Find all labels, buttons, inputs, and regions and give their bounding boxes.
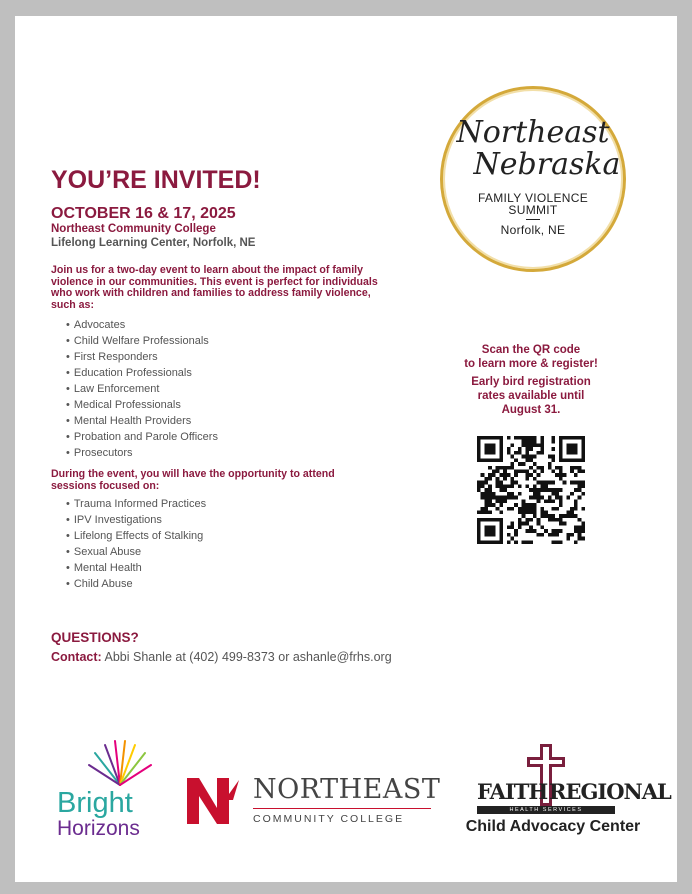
qr-code[interactable] [477, 436, 585, 544]
venue-location: Lifelong Learning Center, Norfolk, NE [51, 237, 256, 249]
seal-divider [526, 219, 540, 220]
seal-script-nebraska: Nebraska [473, 147, 621, 182]
list-item: • Trauma Informed Practices [66, 496, 206, 512]
child-advocacy-center: Child Advocacy Center [465, 818, 641, 835]
sessions-intro: During the event, you will have the opportunity to attend sessions focused on: [51, 468, 335, 492]
list-item: • Sexual Abuse [66, 544, 206, 560]
scan-line2: to learn more & register! [464, 358, 598, 370]
regional-word: REGIONAL [549, 779, 671, 804]
list-item: • Medical Professionals [66, 397, 218, 413]
earlybird-line3: August 31. [501, 404, 561, 416]
ncc-name: NORTHEAST [253, 774, 441, 805]
bright-word: Bright [57, 787, 133, 819]
ncc-subtitle: COMMUNITY COLLEGE [253, 813, 405, 825]
list-item: • Probation and Parole Officers [66, 429, 218, 445]
questions-heading: QUESTIONS? [51, 630, 139, 645]
event-dates: OCTOBER 16 & 17, 2025 [51, 205, 236, 222]
ncc-n-mark-icon [183, 774, 241, 826]
list-item: • Mental Health Providers [66, 413, 218, 429]
contact-label: Contact: [51, 650, 102, 664]
health-services-bar [477, 806, 615, 814]
list-item: • Mental Health [66, 560, 206, 576]
register-callout [443, 343, 619, 417]
list-item: • Advocates [66, 317, 218, 333]
sunburst-icon [85, 739, 155, 789]
northeast-community-college-logo [183, 774, 441, 834]
health-services-text: HEALTH SERVICES [509, 807, 583, 813]
contact-line [51, 650, 392, 664]
flyer-page [15, 16, 677, 882]
bright-horizons-logo [55, 739, 170, 839]
invite-heading: YOU’RE INVITED! [51, 166, 261, 194]
list-item: • Education Professionals [66, 365, 218, 381]
seal-script-northeast: Northeast [456, 115, 610, 150]
summit-seal-logo [440, 86, 626, 272]
seal-title-line2: SUMMIT [508, 203, 558, 217]
seal-title-line1: FAMILY VIOLENCE [477, 191, 589, 205]
list-item: • Law Enforcement [66, 381, 218, 397]
horizons-word: Horizons [57, 817, 140, 840]
ncc-rule [253, 808, 431, 809]
contact-details: Abbi Shanle at (402) 499-8373 or ashanle@frhs.org [104, 650, 392, 664]
scan-line1: Scan the QR code [481, 344, 581, 356]
earlybird-line1: Early bird registration [471, 376, 591, 388]
list-item: • Prosecutors [66, 445, 218, 461]
intro-paragraph: Join us for a two-day event to learn about the impact of family violence in our communities. This event is perfect for individuals who work with children and families to address family violence, such as: [51, 264, 378, 311]
sessions-list [66, 496, 206, 592]
list-item: • Lifelong Effects of Stalking [66, 528, 206, 544]
faith-word: FAITH [477, 779, 548, 804]
list-item: • Child Abuse [66, 576, 206, 592]
seal-location: Norfolk, NE [500, 223, 566, 237]
earlybird-line2: rates available until [477, 390, 585, 402]
list-item: • Child Welfare Professionals [66, 333, 218, 349]
audience-list [66, 317, 218, 461]
list-item: • IPV Investigations [66, 512, 206, 528]
list-item: • First Responders [66, 349, 218, 365]
faith-regional-logo [453, 743, 671, 843]
venue-name: Northeast Community College [51, 223, 216, 235]
